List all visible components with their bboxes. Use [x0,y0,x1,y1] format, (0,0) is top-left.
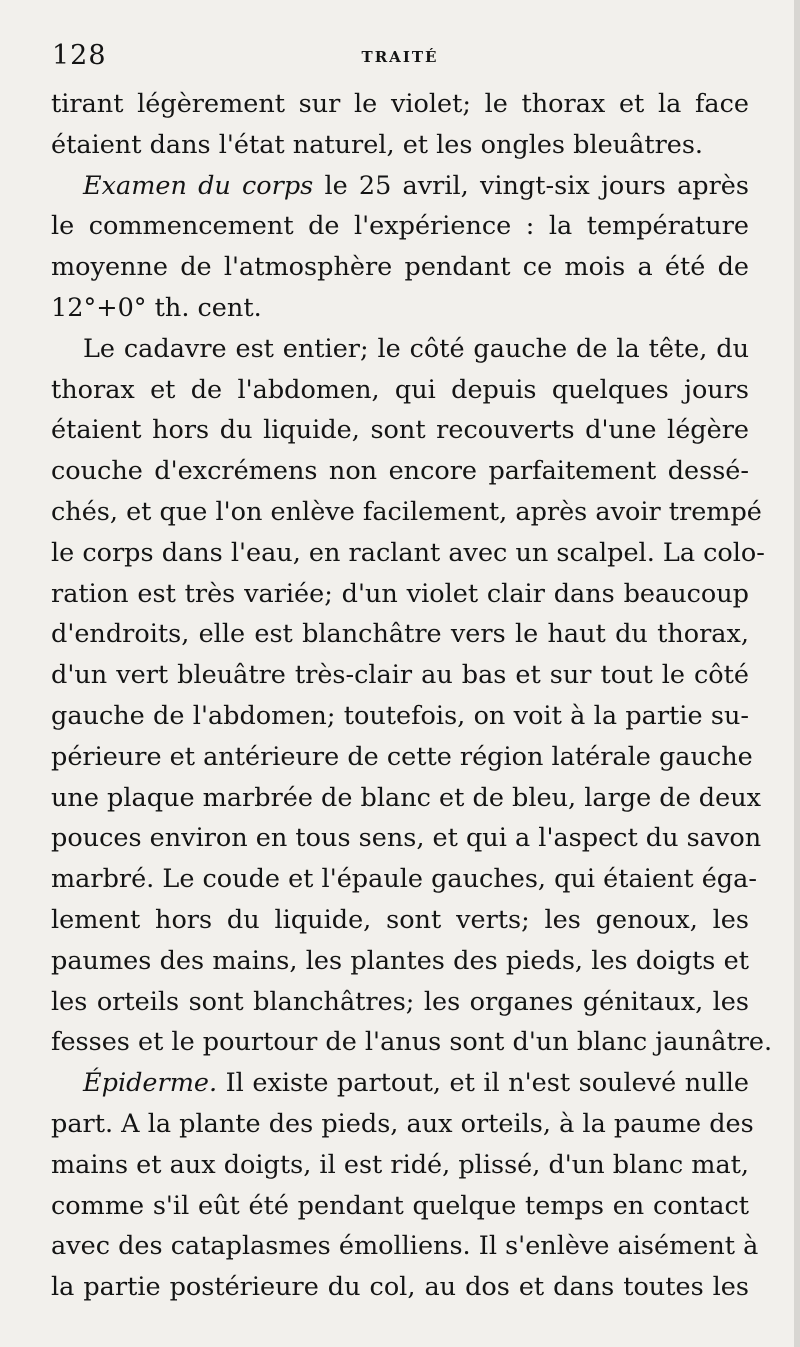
text-line: d'endroits, elle est blanchâtre vers le haut du thorax, [51,619,749,650]
section-heading-examen: Examen du corps [83,170,314,201]
text-line: fesses et le pourtour de l'anus sont d'un blanc jaunâtre. [51,1027,773,1058]
text-line: thorax et de l'abdomen, qui depuis quelques jours [51,374,749,405]
text-line: la partie postérieure du col, au dos et dans toutes les [51,1272,749,1303]
text-line: Le cadavre est entier; le côté gauche de la tête, du [83,333,749,364]
text-line: étaient dans l'état naturel, et les ongles bleuâtres. [51,129,704,160]
text-line: marbré. Le coude et l'épaule gauches, qui étaient éga- [51,864,757,895]
text-line: 12°+0° th. cent. [51,292,262,323]
text-line: une plaque marbrée de blanc et de bleu, large de deux [51,782,762,813]
body-text [51,84,773,1308]
page-header [50,40,750,80]
text-line: tirant légèrement sur le violet; le thorax et la face [51,89,749,119]
running-title: TRAITÉ [361,48,439,66]
text-line: paumes des mains, les plantes des pieds, les doigts et [51,945,749,976]
text-line: étaient hors du liquide, sont recouverts d'une légère [51,415,749,446]
text-line: avec des cataplasmes émolliens. Il s'enlève aisément à [51,1231,759,1262]
text-line: les orteils sont blanchâtres; les organes génitaux, les [51,986,749,1017]
text-line: d'un vert bleuâtre très-clair au bas et sur tout le côté [51,660,749,691]
text-line: Examen du corps le 25 avril, vingt-six jours après [83,170,749,201]
text-line: Épiderme. Il existe partout, et il n'est soulevé nulle [83,1068,749,1099]
text-line: moyenne de l'atmosphère pendant ce mois a été de [51,252,749,283]
text-line: comme s'il eût été pendant quelque temps en contact [51,1190,749,1221]
text-line: mains et aux doigts, il est ridé, plissé, d'un blanc mat, [51,1149,749,1180]
text-line: gauche de l'abdomen; toutefois, on voit à la partie su- [51,700,749,731]
text-line: ration est très variée; d'un violet clair dans beaucoup [51,578,749,609]
text-line: périeure et antérieure de cette région latérale gauche [51,741,753,772]
text-line: chés, et que l'on enlève facilement, après avoir trempé [51,496,762,527]
page-number: 128 [52,40,107,71]
text-line: lement hors du liquide, sont verts; les genoux, les [51,904,749,935]
text-line: le corps dans l'eau, en raclant avec un scalpel. La colo- [51,537,765,568]
text-line: pouces environ en tous sens, et qui a l'aspect du savon [51,823,762,854]
text-line: le commencement de l'expérience : la température [51,211,749,242]
text-line: part. A la plante des pieds, aux orteils, à la paume des [51,1108,754,1139]
section-heading-epiderme: Épiderme. [83,1068,218,1099]
text-line: couche d'excrémens non encore parfaitement dessé- [51,456,749,487]
